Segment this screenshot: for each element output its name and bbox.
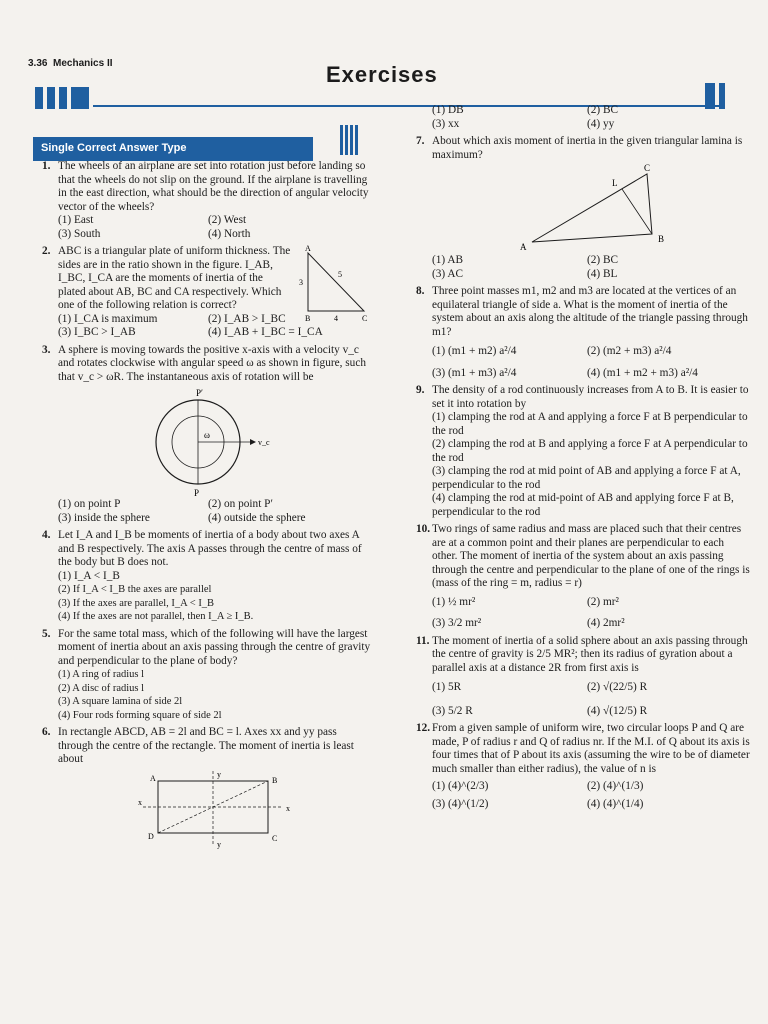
option-1: (1) I_A < I_B	[58, 569, 120, 582]
question-text: The moment of inertia of a solid sphere about an axis passing through the centre of gravity is 2/5 MR²; then its radius of gyration about a parallel axis at a distance 2R from first axis is	[432, 634, 748, 674]
question-text: Two rings of same radius and mass are placed such that their centres are at a common point and their planes are perpendicular to each other. The moment of inertia of the system about an axis passing through the centre and perpendicular to the plane of one of the rings is (mass of the ring = m, radius = r)	[432, 523, 750, 589]
side-label: 5	[338, 270, 342, 279]
option-2: (2) A disc of radius l	[58, 682, 145, 694]
question-2: 2. ABC is a triangular plate of uniform thickness. The sides are in the ratio shown in the figure. I_AB, I_BC, I_CA are the moments of inertia of the plated about AB, BC and CA respectively. Which one of the following relation is correct? A B C 3 4 5 (1) I_CA is maximum (2) I_AB > I_BC (3) I_BC > I_AB (4) I_AB + I_BC = I_CA	[58, 245, 373, 340]
question-10: 10. Two rings of same radius and mass are placed such that their centres are at a common point and their planes are perpendicular to each other. The moment of inertia of the system about an axis passing through the centre and perpendicular to the plane of one of the rings is (mass of the ring = m, radius = r) (1) ½ mr² (2) mr² (3) 3/2 mr² (4) 2mr²	[416, 523, 750, 629]
option-4: (4) clamping the rod at mid-point of AB and applying force F at B, perpendicular to the rod	[432, 492, 734, 518]
option-3: (3) (4)^(1/2)	[432, 797, 489, 810]
svg-text:B: B	[272, 775, 278, 785]
question-text: For the same total mass, which of the following will have the largest moment of inertia about an axis passing through the centre of gravity and perpendicular to the plane of body?	[58, 627, 371, 667]
option-4: (4) North	[208, 227, 251, 240]
option-3: (3) clamping the rod at mid point of AB and applying a force F at A, perpendicular to the rod	[432, 465, 741, 491]
point-label: P′	[196, 388, 203, 398]
svg-text:x: x	[138, 797, 142, 807]
option-4: (4) 2mr²	[587, 617, 625, 629]
question-text: The density of a rod continuously increases from A to B. It is easier to set it into rotation by	[432, 384, 749, 410]
question-text: A sphere is moving towards the positive x-axis with a velocity v_c and rotates clockwise with angular speed ω as shown in figure, such that v_c > ωR. The instantaneous axis of rotation will be	[58, 343, 366, 383]
svg-text:y: y	[217, 769, 221, 779]
option-3: (3) 5/2 R	[432, 704, 473, 717]
option-1: (1) (m1 + m2) a²/4	[432, 345, 517, 357]
question-text: From a given sample of uniform wire, two circular loops P and Q are made, P of radius r and Q of radius nr. If the M.I. of Q about its axis is four times that of P about its axis (assuming the wire to be of diameter much smaller than either radius), the value of n is	[432, 722, 750, 775]
option-4: (4) Four rods forming square of side 2l	[58, 709, 222, 721]
question-4: 4. Let I_A and I_B be moments of inertia of a body about two axes A and B respectively. The axis A passes through the centre of mass of the body but B does not. (1) I_A < I_B (2) If I_A < I_B the axes are parallel (3) If the axes are parallel, I_A < I_B (4) If the axes are not parallel, then I_A ≥ I_B.	[58, 529, 373, 624]
question-8: 8. Three point masses m1, m2 and m3 are located at the vertices of an equilateral triangle of side a. What is the moment of inertia of the system about an axis along the altitude of the triangle passing through m1? (1) (m1 + m2) a²/4 (2) (m2 + m3) a²/4 (3) (m1 + m3) a²/4 (4) (m1 + m2 + m3) a²/4	[432, 285, 750, 380]
option-3: (3) inside the sphere	[58, 511, 150, 524]
svg-text:A: A	[520, 242, 527, 252]
option-2: (2) (4)^(1/3)	[587, 780, 644, 792]
option-2: (2) West	[208, 214, 247, 226]
left-column	[42, 160, 373, 853]
option-4: (4) I_AB + I_BC = I_CA	[208, 326, 323, 338]
option-1: (1) I_CA is maximum	[58, 312, 158, 325]
option-1: (1) ½ mr²	[432, 595, 476, 608]
svg-text:C: C	[272, 833, 278, 843]
option-3: (3) AC	[432, 267, 464, 280]
option-3: (3) If the axes are parallel, I_A < I_B	[58, 597, 215, 609]
question-text: ABC is a triangular plate of uniform thickness. The sides are in the ratio shown in the figure. I_AB, I_BC, I_CA are the moments of inertia of the plated about AB, BC and CA respectively. Which one of the following relation is correct?	[58, 245, 291, 311]
option-3: (3) xx	[432, 117, 460, 130]
question-12: 12. From a given sample of uniform wire, two circular loops P and Q are made, P of radius r and Q of radius nr. If the M.I. of Q about its axis is four times that of P about its axis (assuming the wire to be of diameter much smaller than either radius), the value of n is (1) (4)^(2/3) (2) (4)^(1/3) (3) (4)^(1/2) (4) (4)^(1/4)	[416, 722, 750, 810]
svg-text:x: x	[286, 803, 290, 813]
question-text: About which axis moment of inertia in the given triangular lamina is maximum?	[432, 135, 743, 161]
svg-text:D: D	[148, 831, 154, 841]
option-4: (4) (4)^(1/4)	[587, 797, 644, 810]
option-4: (4) (m1 + m2 + m3) a²/4	[587, 366, 698, 379]
section-marker	[340, 125, 360, 155]
option-3: (3) I_BC > I_AB	[58, 326, 136, 338]
option-2: (2) mr²	[587, 595, 619, 608]
option-3: (3) (m1 + m3) a²/4	[432, 366, 517, 379]
question-text: The wheels of an airplane are set into rotation just before landing so that the wheels do not slip on the ground. If the airplane is travelling in the east direction, what should be the direction of angular velocity vector of the wheels?	[58, 160, 369, 213]
question-6: 6. In rectangle ABCD, AB = 2l and BC = l. Axes xx and yy pass through the centre of the rectangle. The moment of inertia is least about A B C D x x y y	[58, 726, 373, 849]
triangle-figure	[512, 162, 712, 254]
option-1: (1) on point P	[58, 498, 121, 510]
option-3: (3) South	[58, 227, 101, 240]
option-1: (1) A ring of radius l	[58, 669, 145, 680]
option-3: (3) 3/2 mr²	[432, 617, 482, 629]
side-label: 3	[299, 278, 303, 287]
option-4: (4) If the axes are not parallel, then I_A ≥ I_B.	[58, 611, 254, 622]
svg-text:y: y	[217, 839, 221, 849]
option-2: (2) BC	[587, 104, 619, 116]
option-4: (4) √(12/5) R	[587, 704, 648, 717]
page-header	[28, 58, 113, 69]
option-2: (2) on point P′	[208, 498, 273, 510]
option-1: (1) (4)^(2/3)	[432, 780, 489, 792]
question-11: 11. The moment of inertia of a solid sphere about an axis passing through the centre of gravity is 2/5 MR²; then its radius of gyration about a parallel axis at a distance 2R from first axis is (1) 5R (2) √(22/5) R (3) 5/2 R (4) √(12/5) R	[432, 635, 750, 719]
question-text: Three point masses m1, m2 and m3 are located at the vertices of an equilateral triangle of side a. What is the moment of inertia of the system about an axis along the altitude of the triangle passing through m1?	[432, 285, 748, 338]
question-1: 1. The wheels of an airplane are set into rotation just before landing so that the wheels do not slip on the ground. If the airplane is travelling in the east direction, what should be the direction of angular velocity vector of the wheels? (1) East (2) West (3) South (4) North	[58, 160, 373, 241]
option-2: (2) √(22/5) R	[587, 681, 648, 693]
option-2: (2) clamping the rod at B and applying a force F at A perpendicular to the rod	[432, 438, 748, 464]
vertex-label: A	[305, 245, 311, 253]
option-1: (1) 5R	[432, 681, 462, 693]
question-7: 7. About which axis moment of inertia in the given triangular lamina is maximum? A B C L (1) AB (2) BC (3) AC (4) BL	[432, 135, 750, 281]
option-1: (1) East	[58, 214, 94, 226]
svg-text:A: A	[150, 773, 156, 783]
svg-text:C: C	[644, 163, 651, 173]
page-title: Exercises	[326, 62, 438, 87]
sphere-figure	[138, 386, 278, 498]
question-5: 5. For the same total mass, which of the following will have the largest moment of inertia about an axis passing through the centre of gravity and perpendicular to the plane of body? (1) A ring of radius l (2) A disc of radius l (3) A square lamina of side 2l (4) Four rods forming square of side 2l	[58, 628, 373, 723]
option-4: (4) BL	[587, 267, 618, 280]
book-title: Mechanics II	[53, 58, 113, 69]
option-1: (1) DB	[432, 104, 464, 116]
point-label: P	[194, 488, 200, 498]
option-3: (3) A square lamina of side 2l	[58, 696, 183, 707]
vertex-label: C	[362, 314, 368, 323]
option-2: (2) BC	[587, 254, 619, 266]
option-4: (4) outside the sphere	[208, 511, 306, 524]
right-column	[416, 104, 750, 815]
velocity-label: v_c	[258, 438, 270, 447]
option-2: (2) I_AB > I_BC	[208, 312, 286, 325]
question-3: 3. A sphere is moving towards the positive x-axis with a velocity v_c and rotates clockwise with angular speed ω as shown in figure, such that v_c > ωR. The instantaneous axis of rotation will be P′ P ω v_c (1) on point P (2) on point P′ (3) inside the sphere (4) outside the sphere	[58, 344, 373, 526]
page-number: 3.36	[28, 58, 48, 69]
side-label: 4	[334, 314, 338, 323]
option-2: (2) If I_A < I_B the axes are parallel	[58, 584, 212, 595]
option-4: (4) yy	[587, 117, 615, 130]
svg-text:B: B	[658, 234, 665, 244]
question-9: 9. The density of a rod continuously increases from A to B. It is easier to set it into rotation by (1) clamping the rod at A and applying a force F at B perpendicular to the rod (2) clamping the rod at B and applying a force F at A perpendicular to the rod (3) clamping the rod at mid point of AB and applying a force F at A, perpendicular to the rod (4) clamping the rod at mid-point of AB and applying force F at B, perpendicular to the rod	[416, 384, 749, 518]
question-6-options	[432, 104, 750, 131]
question-text: Let I_A and I_B be moments of inertia of a body about two axes A and B respectively. The axis A passes through the centre of mass of the body but B does not.	[58, 529, 362, 568]
option-2: (2) (m2 + m3) a²/4	[587, 345, 672, 357]
omega-label: ω	[204, 430, 210, 440]
question-text: In rectangle ABCD, AB = 2l and BC = l. Axes xx and yy pass through the centre of the rectangle. The moment of inertia is least about	[58, 726, 354, 765]
section-heading: Single Correct Answer Type	[33, 137, 313, 161]
svg-text:L: L	[612, 178, 618, 188]
option-1: (1) clamping the rod at A and applying a force F at B perpendicular to the rod	[432, 411, 748, 437]
vertex-label: B	[305, 314, 311, 323]
rectangle-figure	[138, 769, 298, 849]
triangle-figure	[296, 245, 376, 325]
option-1: (1) AB	[432, 254, 464, 266]
